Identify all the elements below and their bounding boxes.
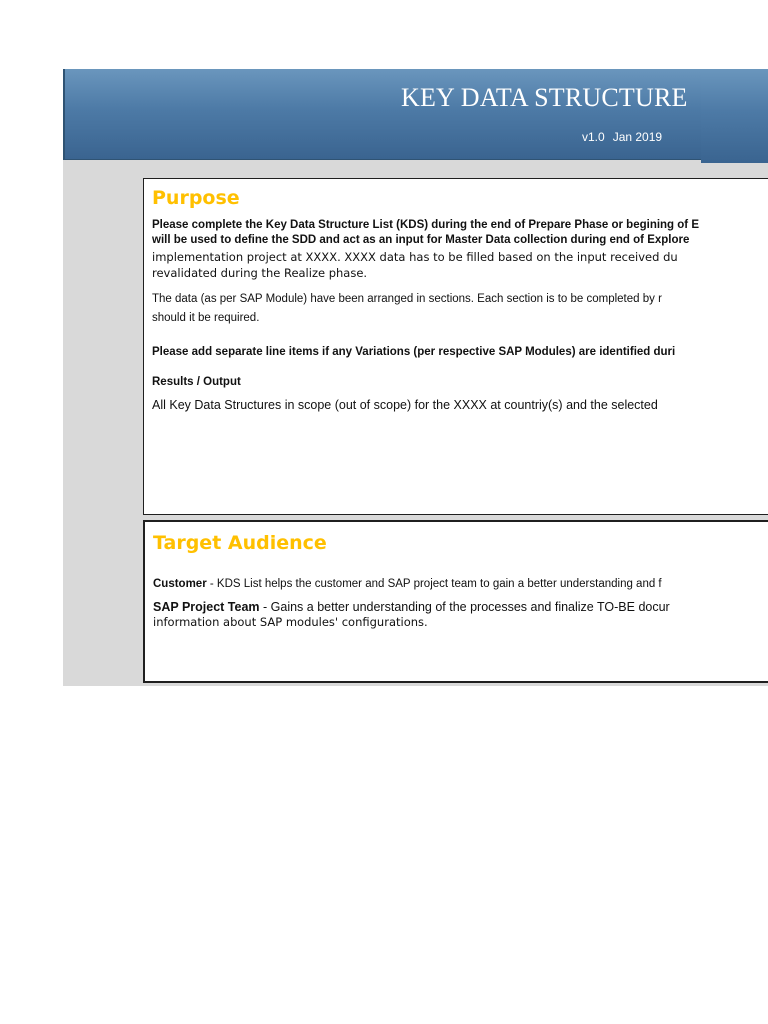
customer-label: Customer <box>153 578 207 590</box>
purpose-section <box>143 178 768 515</box>
target-audience-heading: Target Audience <box>153 532 327 554</box>
purpose-line-7: Please add separate line items if any Variations (per respective SAP Modules) are identified duri <box>152 346 676 358</box>
banner-edge <box>701 69 768 163</box>
target-audience-section <box>143 520 768 683</box>
purpose-line-3: implementation project at XXXX. XXXX data has to be filled based on the input received du <box>152 250 678 264</box>
results-text: All Key Data Structures in scope (out of scope) for the XXXX at countriy(s) and the selected <box>152 398 658 412</box>
customer-text: - KDS List helps the customer and SAP project team to gain a better understanding and f <box>206 578 662 590</box>
version-date: Jan 2019 <box>612 130 663 144</box>
document-sheet <box>63 69 768 686</box>
version-number: v1.0 <box>582 130 605 144</box>
customer-line <box>153 578 662 590</box>
purpose-line-1: Please complete the Key Data Structure List (KDS) during the end of Prepare Phase or begining of E <box>152 219 699 231</box>
purpose-line-4: revalidated during the Realize phase. <box>152 266 368 280</box>
version-info <box>582 130 662 144</box>
title-banner <box>63 69 705 160</box>
team-line-2: information about SAP modules' configurations. <box>153 615 428 629</box>
purpose-line-6: should it be required. <box>152 312 260 324</box>
team-text: - Gains a better understanding of the processes and finalize TO-BE docur <box>259 600 670 614</box>
purpose-line-2: will be used to define the SDD and act as an input for Master Data collection during end of Explore <box>152 234 690 246</box>
document-title: KEY DATA STRUCTURE <box>401 83 688 112</box>
purpose-line-5: The data (as per SAP Module) have been arranged in sections. Each section is to be completed by r <box>152 293 662 305</box>
team-line <box>153 600 670 614</box>
purpose-heading: Purpose <box>152 187 240 209</box>
team-label: SAP Project Team <box>153 600 260 614</box>
results-label: Results / Output <box>152 376 241 388</box>
